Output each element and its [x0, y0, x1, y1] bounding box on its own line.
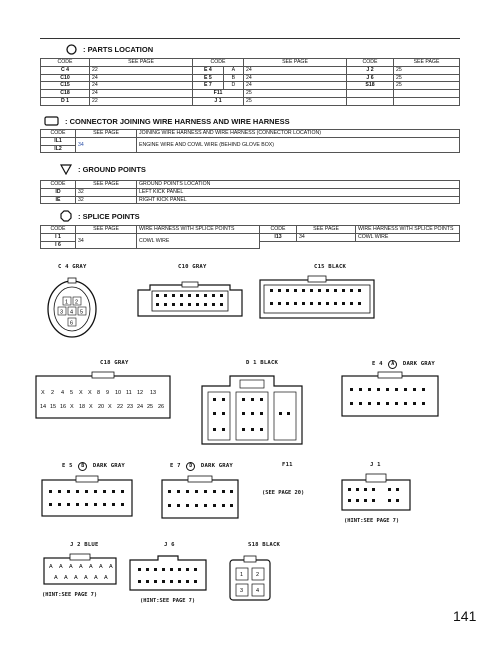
table-row [41, 188, 460, 196]
header-cell: CODE [41, 130, 76, 138]
s18-connector-diagram [228, 556, 272, 604]
pin-label: 11 [126, 390, 132, 396]
page-number: 141 [453, 608, 477, 624]
pin-label: 15 [50, 404, 57, 410]
header-cell: SEE PAGE [76, 130, 137, 138]
f11-label: F11 [282, 462, 293, 468]
c18-connector-diagram [34, 372, 172, 422]
header-cell: GROUND POINTS LOCATION [137, 181, 460, 189]
pin-label: A [59, 564, 63, 570]
c15-label: C15 BLACK [314, 264, 347, 270]
desc-cell: COWL WIRE [137, 233, 260, 249]
j6-label: J 6 [164, 542, 175, 548]
table-row [41, 66, 460, 74]
pin-label: 23 [127, 404, 134, 410]
desc-cell: LEFT KICK PANEL [137, 188, 460, 196]
triangle-symbol-icon [60, 164, 72, 175]
j6-hint: (HINT:SEE PAGE 7) [140, 598, 196, 604]
header-cell: SEE PAGE [76, 181, 137, 189]
pin-label: X [70, 404, 74, 410]
pin-label: 14 [40, 404, 47, 410]
letter-cell: B [223, 74, 243, 82]
pin-label: 4 [256, 588, 260, 594]
j2-connector-diagram [42, 554, 118, 588]
e4-label [372, 360, 435, 369]
pin-label: 2 [75, 299, 79, 306]
pin-label: A [64, 575, 68, 581]
pin-label: 12 [137, 390, 144, 396]
table-row [41, 82, 460, 90]
header-cell: SEE PAGE [394, 59, 460, 67]
j1-hint: (HINT:SEE PAGE 7) [344, 518, 400, 524]
pin-label: 24 [137, 404, 144, 410]
pin-label: 13 [150, 390, 157, 396]
pin-label: A [49, 564, 53, 570]
page-cell [394, 90, 460, 98]
parts-location-title: : PARTS LOCATION [83, 45, 154, 54]
e5-code: E 5 [62, 463, 73, 469]
code-cell: E 4 [193, 66, 224, 74]
header-cell: SEE PAGE [244, 59, 347, 67]
table-header-row [41, 59, 460, 67]
pin-label: 5 [80, 309, 84, 316]
page-cell: 22 [90, 97, 193, 105]
pin-label: 8 [97, 390, 101, 396]
pin-label: 4 [61, 390, 65, 396]
letter-cell: A [223, 66, 243, 74]
pin-label: X [108, 404, 112, 410]
j1-label: J 1 [370, 462, 381, 468]
e4-letter-badge: A [388, 360, 397, 369]
e4-code: E 4 [372, 361, 383, 367]
code-cell: C18 [41, 90, 90, 98]
page-cell: 22 [90, 66, 193, 74]
e7-color: DARK GRAY [200, 463, 233, 469]
pin-label: A [74, 575, 78, 581]
e5-letter-badge: B [78, 462, 87, 471]
c4-connector-diagram [44, 274, 100, 340]
pin-label: A [99, 564, 103, 570]
joining-title: : CONNECTOR JOINING WIRE HARNESS AND WIRE HARNESS [65, 116, 290, 126]
code-cell: I 6 [41, 241, 76, 249]
table-row [41, 233, 460, 241]
header-cell: CODE [41, 181, 76, 189]
table-header-row [41, 181, 460, 189]
header-cell: WIRE HARNESS WITH SPLICE POINTS [137, 226, 260, 234]
code-cell: IL2 [41, 145, 76, 153]
c10-connector-diagram [136, 282, 244, 322]
e5-label [62, 462, 125, 471]
ground-heading [60, 164, 146, 175]
c10-label: C10 GRAY [178, 264, 207, 270]
desc-cell: ENGINE WIRE AND COWL WIRE (BEHIND GLOVE BOX) [137, 137, 460, 153]
empty-cell [260, 241, 460, 249]
header-cell: CODE [41, 226, 76, 234]
page-cell: 24 [244, 82, 347, 90]
pin-label: 26 [158, 404, 165, 410]
pin-label: 10 [115, 390, 122, 396]
j2-hint: (HINT:SEE PAGE 7) [42, 592, 98, 598]
code-cell: E 5 [193, 74, 224, 82]
code-cell: C15 [41, 82, 90, 90]
pin-label: 3 [240, 588, 244, 594]
code-cell: S18 [347, 82, 394, 90]
rectangle-symbol-icon [44, 116, 59, 126]
table-row [41, 74, 460, 82]
pin-label: 2 [256, 572, 260, 578]
page-cell: 34 [297, 233, 356, 241]
header-cell: CODE [193, 59, 244, 67]
code-cell [347, 90, 394, 98]
pin-label: 5 [70, 390, 74, 396]
octagon-symbol-icon [60, 210, 72, 222]
j1-connector-diagram [340, 474, 412, 514]
page-cell: 32 [76, 188, 137, 196]
desc-cell: COWL WIRE [356, 233, 460, 241]
page-cell: 32 [76, 196, 137, 204]
ground-title: : GROUND POINTS [78, 165, 146, 174]
header-cell: SEE PAGE [90, 59, 193, 67]
e4-connector-diagram [340, 372, 440, 420]
header-cell: JOINING WIRE HARNESS AND WIRE HARNESS (CONNECTOR LOCATION) [137, 130, 460, 138]
page-cell: 34 [76, 137, 137, 153]
code-cell: J 2 [347, 66, 394, 74]
c4-label: C 4 GRAY [58, 264, 87, 270]
table-row [41, 97, 460, 105]
page-cell: 25 [394, 82, 460, 90]
pin-label: 25 [147, 404, 154, 410]
code-cell: I13 [260, 233, 297, 241]
e5-connector-diagram [40, 476, 134, 520]
page-cell: 24 [90, 82, 193, 90]
page-cell [394, 97, 460, 105]
pin-label: 20 [98, 404, 105, 410]
e5-color: DARK GRAY [92, 463, 125, 469]
pin-label: A [69, 564, 73, 570]
pin-label: 1 [240, 572, 244, 578]
e7-label [170, 462, 233, 471]
desc-cell: RIGHT KICK PANEL [137, 196, 460, 204]
page-cell: 24 [244, 66, 347, 74]
pin-label: 18 [79, 404, 86, 410]
code-cell: I 1 [41, 233, 76, 241]
table-row [41, 137, 460, 145]
code-cell: IE [41, 196, 76, 204]
table-row [41, 90, 460, 98]
pin-label: A [54, 575, 58, 581]
pin-label: A [109, 564, 113, 570]
c15-connector-diagram [258, 276, 376, 322]
header-cell: SEE PAGE [297, 226, 356, 234]
code-cell: F11 [193, 90, 244, 98]
page-cell: 25 [244, 90, 347, 98]
joining-table [40, 129, 460, 153]
code-cell [347, 97, 394, 105]
splice-table [40, 225, 460, 249]
pin-label: A [79, 564, 83, 570]
circle-symbol-icon [66, 44, 77, 55]
header-cell: CODE [347, 59, 394, 67]
d1-connector-diagram [200, 372, 304, 446]
f11-note: (SEE PAGE 20) [262, 490, 305, 496]
pin-label: X [89, 404, 93, 410]
table-header-row [41, 130, 460, 138]
joining-heading [44, 116, 290, 126]
page-cell: 34 [76, 233, 137, 249]
s18-label: S18 BLACK [248, 542, 281, 548]
code-cell: J 1 [193, 97, 244, 105]
header-cell: WIRE HARNESS WITH SPLICE POINTS [356, 226, 460, 234]
pin-label: 16 [60, 404, 67, 410]
code-cell: J 6 [347, 74, 394, 82]
parts-location-heading [66, 44, 153, 55]
pin-label: 6 [70, 320, 74, 327]
pin-label: 2 [51, 390, 55, 396]
d1-label: D 1 BLACK [246, 360, 279, 366]
page-cell: 25 [394, 66, 460, 74]
header-cell: CODE [41, 59, 90, 67]
pin-label: 3 [60, 309, 64, 316]
header-cell: SEE PAGE [76, 226, 137, 234]
page-cell: 25 [244, 97, 347, 105]
code-cell: IL1 [41, 137, 76, 145]
pin-label: 22 [117, 404, 124, 410]
e7-connector-diagram [160, 476, 240, 522]
j6-connector-diagram [128, 554, 208, 594]
pin-label: 9 [106, 390, 110, 396]
pin-label: X [88, 390, 92, 396]
letter-cell: D [223, 82, 243, 90]
pin-label: A [104, 575, 108, 581]
e7-letter-badge: D [186, 462, 195, 471]
code-cell: C10 [41, 74, 90, 82]
page-cell: 24 [244, 74, 347, 82]
page-cell: 25 [394, 74, 460, 82]
splice-heading [60, 210, 140, 222]
page-cell: 24 [90, 74, 193, 82]
e4-color: DARK GRAY [402, 361, 435, 367]
splice-title: : SPLICE POINTS [78, 211, 140, 221]
header-cell: CODE [260, 226, 297, 234]
pin-label: A [94, 575, 98, 581]
pin-label: 4 [70, 309, 74, 316]
e7-code: E 7 [170, 463, 181, 469]
pin-label: A [84, 575, 88, 581]
pin-label: X [79, 390, 83, 396]
code-cell: E 7 [193, 82, 224, 90]
page-cell: 24 [90, 90, 193, 98]
code-cell: ID [41, 188, 76, 196]
parts-location-table [40, 58, 460, 106]
code-cell: D 1 [41, 97, 90, 105]
top-rule [40, 38, 460, 39]
c18-label: C18 GRAY [100, 360, 129, 366]
code-cell: C 4 [41, 66, 90, 74]
pin-label: 1 [65, 299, 69, 306]
table-row [41, 196, 460, 204]
ground-table [40, 180, 460, 204]
pin-label: X [41, 390, 45, 396]
j2-label: J 2 BLUE [70, 542, 99, 548]
table-header-row [41, 226, 460, 234]
pin-label: A [89, 564, 93, 570]
